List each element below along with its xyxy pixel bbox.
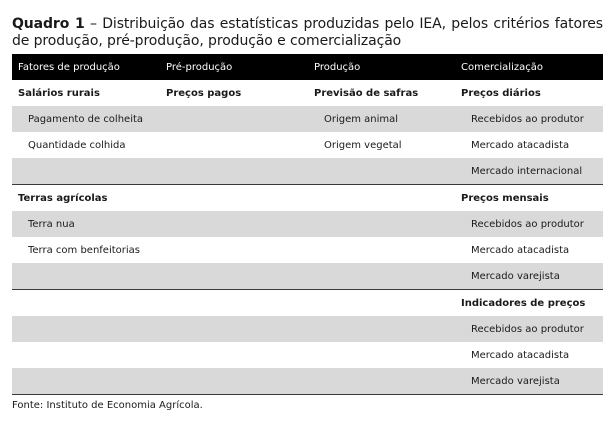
table-cell	[160, 211, 308, 237]
table-row	[12, 185, 603, 212]
table-row	[12, 290, 603, 317]
table-row	[12, 342, 603, 368]
table-cell	[308, 211, 455, 237]
table-cell	[12, 342, 160, 368]
table-cell: Pagamento de colheita	[12, 106, 160, 132]
table-cell: Terras agrícolas	[12, 185, 160, 212]
table-row	[12, 80, 603, 106]
header-fatores-de-producao: Fatores de produção	[12, 54, 160, 80]
table-cell: Recebidos ao produtor	[455, 211, 603, 237]
table-cell: Mercado varejista	[455, 263, 603, 290]
table-cell	[308, 290, 455, 317]
caption-label: Quadro 1	[12, 16, 85, 32]
table-cell	[160, 237, 308, 263]
table-cell: Preços pagos	[166, 87, 242, 99]
table-cell	[160, 158, 308, 185]
table-cell	[160, 368, 308, 395]
table-cell	[160, 263, 308, 290]
table-cell	[308, 237, 455, 263]
caption-text: – Distribuição das estatísticas produzidas pelo IEA, pelos critérios fatores de produção, pré-produção, produção e comercialização	[12, 16, 603, 49]
table-cell	[308, 342, 455, 368]
table-cell	[308, 316, 455, 342]
table-cell: Indicadores de preços	[455, 290, 603, 317]
table-cell	[160, 132, 308, 158]
table-row	[12, 106, 603, 132]
header-producao: Produção	[308, 54, 455, 80]
table-caption	[12, 16, 603, 50]
table-cell	[160, 185, 308, 212]
table-cell: Mercado atacadista	[471, 244, 570, 256]
table-cell	[12, 263, 160, 290]
table-cell: Mercado varejista	[455, 368, 603, 395]
source-note: Fonte: Instituto de Economia Agrícola.	[12, 400, 203, 411]
table-cell	[308, 158, 455, 185]
table-cell	[160, 342, 308, 368]
table-cell	[160, 106, 308, 132]
table-cell	[12, 158, 160, 185]
table-cell: Recebidos ao produtor	[455, 106, 603, 132]
table-cell: Origem vegetal	[324, 139, 402, 151]
table-cell	[12, 290, 160, 317]
table-cell: Origem animal	[308, 106, 455, 132]
header-pre-producao: Pré-produção	[160, 54, 308, 80]
table-header-row	[12, 54, 603, 80]
table-cell: Preços diários	[461, 87, 541, 99]
table-cell	[160, 290, 308, 317]
table-cell: Preços mensais	[455, 185, 603, 212]
statistics-table	[12, 54, 603, 395]
table-cell: Recebidos ao produtor	[455, 316, 603, 342]
table-cell	[308, 185, 455, 212]
table-row	[12, 263, 603, 290]
table-cell	[160, 316, 308, 342]
table-cell: Terra nua	[12, 211, 160, 237]
table-row	[12, 368, 603, 395]
table-cell: Mercado atacadista	[471, 349, 570, 361]
table-cell	[12, 368, 160, 395]
table-cell: Terra com benfeitorias	[28, 244, 141, 256]
table-cell	[308, 263, 455, 290]
table-row	[12, 316, 603, 342]
table-cell	[308, 368, 455, 395]
table-row	[12, 158, 603, 185]
table-cell: Mercado internacional	[455, 158, 603, 185]
table-cell	[12, 316, 160, 342]
table-cell: Previsão de safras	[314, 87, 419, 99]
header-comercializacao: Comercialização	[455, 54, 603, 80]
document	[12, 16, 603, 411]
table-row	[12, 211, 603, 237]
table-row	[12, 132, 603, 158]
table-cell: Salários rurais	[18, 87, 100, 99]
table-row	[12, 237, 603, 263]
table-cell: Quantidade colhida	[28, 139, 126, 151]
table-cell: Mercado atacadista	[471, 139, 570, 151]
